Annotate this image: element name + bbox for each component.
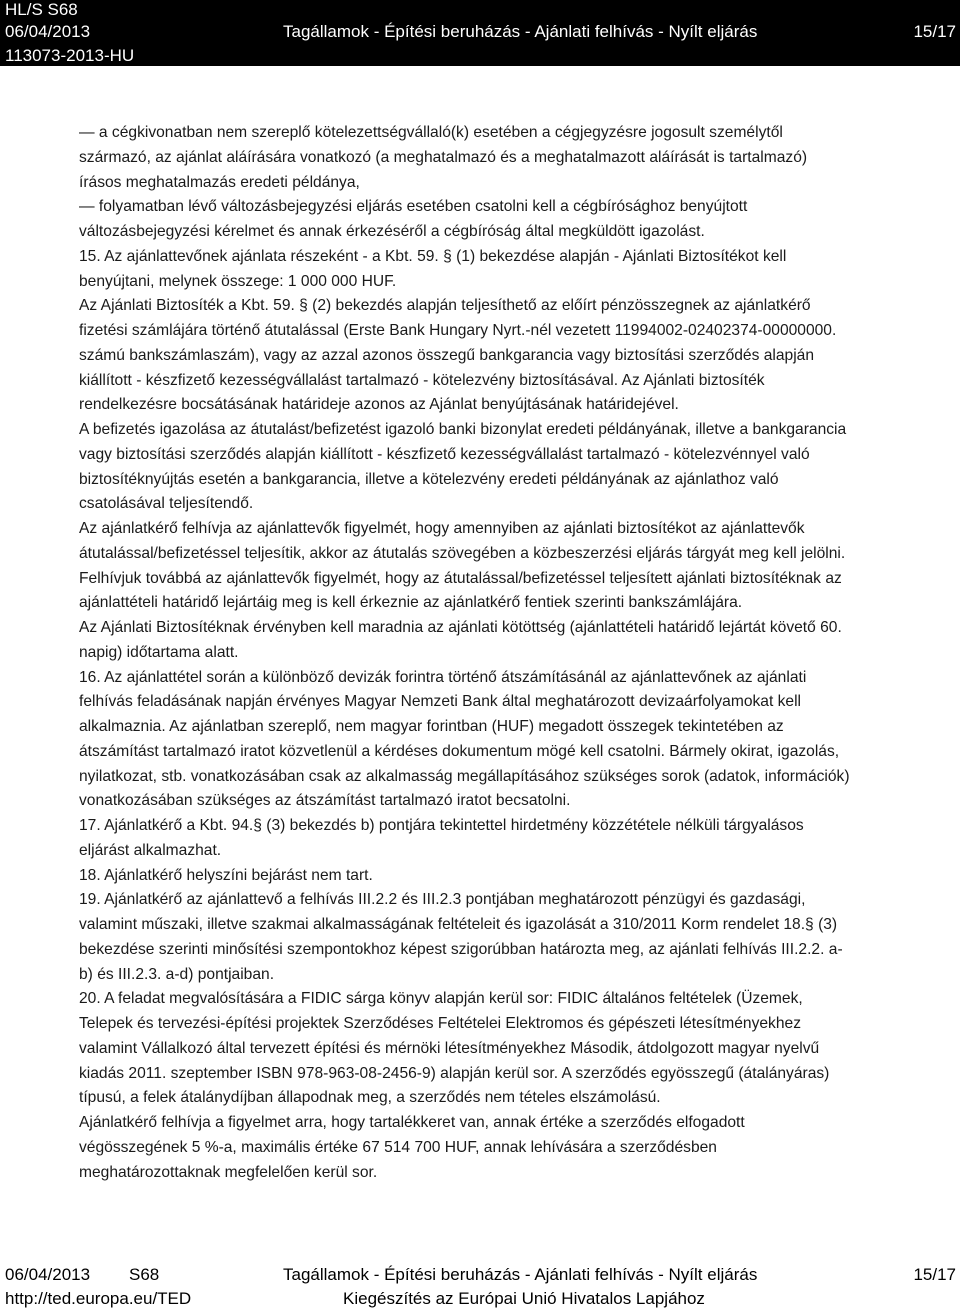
body-line: 18. Ajánlatkérő helyszíni bejárást nem tart. bbox=[79, 866, 373, 884]
header-page-number: 15/17 bbox=[913, 22, 956, 41]
body-line: átutalással/befizetéssel teljesítik, akkor az átutalás szövegében a közbeszerzési eljárás tárgyát meg kell jelölni. bbox=[79, 544, 846, 562]
body-line: biztosítéknyújtás esetén a bankgarancia, illetve a kötelezvény eredeti példányának az ajánlathoz való bbox=[79, 470, 779, 488]
body-line: Az ajánlatkérő felhívja az ajánlattevők figyelmét, hogy amennyiben az ajánlati biztosítékot az ajánlattevők bbox=[79, 520, 805, 537]
body-line: A befizetés igazolása az átutalást/befizetést igazoló banki bizonylat eredeti példányának, illetve a bankgarancia bbox=[79, 421, 847, 438]
footer-series: S68 bbox=[129, 1265, 160, 1284]
body-line: írásos meghatalmazás eredeti példánya, bbox=[79, 173, 360, 191]
page-header bbox=[0, 0, 960, 66]
page-footer bbox=[0, 1262, 960, 1311]
footer-publication: Kiegészítés az Európai Unió Hivatalos Lapjához bbox=[343, 1289, 705, 1308]
body-line: 17. Ajánlatkérő a Kbt. 94.§ (3) bekezdés b) pontjára tekintettel hirdetmény közzététele nélküli tárgyalásos bbox=[79, 817, 804, 834]
body-line: Telepek és tervezési-építési projektek Szerződéses Feltételei Elektromos és gépészeti létesítményekhez bbox=[79, 1015, 801, 1032]
body-line: változásbejegyzési kérelmet és annak érkezéséről a cégbíróság által megküldött igazolást. bbox=[79, 223, 705, 240]
body-line: rendelkezésre bocsátásának határideje azonos az Ajánlat benyújtásának határidejével. bbox=[79, 396, 679, 414]
body-line: kiállított - készfizető kezességvállalást tartalmazó - kötelezvény biztosításával. Az Ajánlati biztosíték bbox=[79, 371, 765, 389]
footer-date: 06/04/2013 bbox=[5, 1265, 91, 1284]
body-line: típusú, a felek átalánydíjban állapodnak meg, a szerződés nem tételes elszámolású. bbox=[79, 1089, 661, 1107]
body-line: felhívás feladásának napján érvényes Magyar Nemzeti Bank által meghatározott devizaárfolyamokat kell bbox=[79, 693, 802, 711]
body-line: kiadás 2011. szeptember ISBN 978-963-08-2456-9) alapján kerül sor. A szerződés egyösszegű (átalányáras) bbox=[79, 1064, 830, 1082]
body-line: benyújtani, melynek összege: 1 000 000 HUF. bbox=[79, 272, 397, 290]
header-title: Tagállamok - Építési beruházás - Ajánlati felhívás - Nyílt eljárás bbox=[283, 22, 758, 41]
body-line: Ajánlatkérő felhívja a figyelmet arra, hogy tartalékkeret van, annak értéke a szerződés elfogadott bbox=[79, 1114, 745, 1131]
body-line: b) és III.2.3. a-d) pontjaiban. bbox=[79, 965, 275, 983]
body-line: valamint Vállalkozó által tervezett építési és mérnöki létesítményekhez Második, átdolgozott magyar nyelvű bbox=[79, 1039, 820, 1057]
body-line: nyilatkozat, stb. vonatkozásában csak az alkalmasság megállapításához szükséges sorok (adatok, információk) bbox=[79, 767, 850, 785]
header-date: 06/04/2013 bbox=[5, 22, 91, 41]
document-body bbox=[79, 121, 952, 1185]
body-line: 16. Az ajánlattétel során a különböző devizák forintra történő átszámításánál az ajánlattevőnek az ajánlati bbox=[79, 668, 807, 686]
body-line: 19. Ajánlatkérő az ajánlattevő a felhívás III.2.2 és III.2.3 pontjában meghatározott pénzügyi és gazdasági, bbox=[79, 891, 806, 909]
body-line: csatolásával teljesítendő. bbox=[79, 495, 254, 513]
body-line: alkalmaznia. Az ajánlatban szereplő, nem magyar forintban (HUF) megadott összegek tekintetében az bbox=[79, 718, 784, 735]
body-line: meghatározottaknak megfelelően kerül sor. bbox=[79, 1163, 378, 1181]
body-line: bekezdése szerinti minősítési szempontokhoz képest szigorúbban határozta meg, az ajánlati felhívás III.2.2. a- bbox=[79, 940, 843, 958]
body-line: fizetési számlájára történő átutalással (Erste Bank Hungary Nyrt.-nél vezetett 11994002-02402374-00000000. bbox=[79, 322, 837, 339]
body-line: — folyamatban lévő változásbejegyzési eljárás esetében csatolni kell a cégbírósághoz benyújtott bbox=[79, 198, 748, 216]
body-line: átszámítást tartalmazó iratot közvetlenül a kérdéses dokumentum mögé kell csatolni. Bármely okirat, igazolás, bbox=[79, 742, 840, 760]
body-line: — a cégkivonatban nem szereplő kötelezettségvállaló(k) esetében a cégjegyzésre jogosult személytől bbox=[79, 124, 783, 141]
body-line: Felhívjuk továbbá az ajánlattevők figyelmét, hogy az átutalással/befizetéssel teljesített ajánlati biztosítéknak az bbox=[79, 569, 842, 587]
body-line: vonatkozásában szükséges az átszámítást tartalmazó iratot becsatolni. bbox=[79, 792, 571, 810]
body-line: 20. A feladat megvalósítására a FIDIC sárga könyv alapján kerül sor: FIDIC általános feltételek (Üzemek, bbox=[79, 990, 803, 1008]
body-line: vagy biztosítási szerződés alapján kiállított - készfizető kezességvállalást tartalmazó - kötelezvénnyel való bbox=[79, 445, 810, 463]
body-line: származó, az ajánlat aláírására vonatkozó (a meghatalmazó és a meghatalmazott aláírását is tartalmazó) bbox=[79, 148, 808, 166]
footer-page-number: 15/17 bbox=[913, 1265, 956, 1284]
body-line: eljárást alkalmazhat. bbox=[79, 841, 222, 859]
body-line: valamint műszaki, illetve szakmai alkalmasságának feltételeit és igazolását a 310/2011 Korm rendelet 18.§ (3) bbox=[79, 916, 838, 933]
body-line: napig) időtartama alatt. bbox=[79, 643, 239, 661]
header-doc-id: 113073-2013-HU bbox=[5, 46, 135, 65]
body-line: végösszegének 5 %-a, maximális értéke 67 514 700 HUF, annak lehívására a szerződésben bbox=[79, 1138, 717, 1156]
body-line: Az Ajánlati Biztosítéknak érvényben kell maradnia az ajánlati kötöttség (ajánlattételi határidő lejártát követő 60. bbox=[79, 619, 842, 636]
header-series: HL/S S68 bbox=[5, 0, 78, 19]
footer-title: Tagállamok - Építési beruházás - Ajánlati felhívás - Nyílt eljárás bbox=[283, 1265, 758, 1284]
body-line: számú bankszámlaszám), vagy az azzal azonos összegű bankgarancia vagy biztosítási szerződés alapján bbox=[79, 346, 815, 364]
body-line: 15. Az ajánlattevőnek ajánlata részeként - a Kbt. 59. § (1) bekezdése alapján - Ajánlati Biztosítékot kell bbox=[79, 247, 787, 265]
footer-url-link[interactable]: http://ted.europa.eu/TED bbox=[5, 1289, 192, 1308]
body-line: Az Ajánlati Biztosíték a Kbt. 59. § (2) bekezdés alapján teljesíthető az előírt pénzösszegnek az ajánlatkérő bbox=[79, 297, 811, 315]
body-line: ajánlattételi határidő lejártáig meg is kell érkeznie az ajánlatkérő fentiek szerinti bankszámlájára. bbox=[79, 594, 743, 612]
